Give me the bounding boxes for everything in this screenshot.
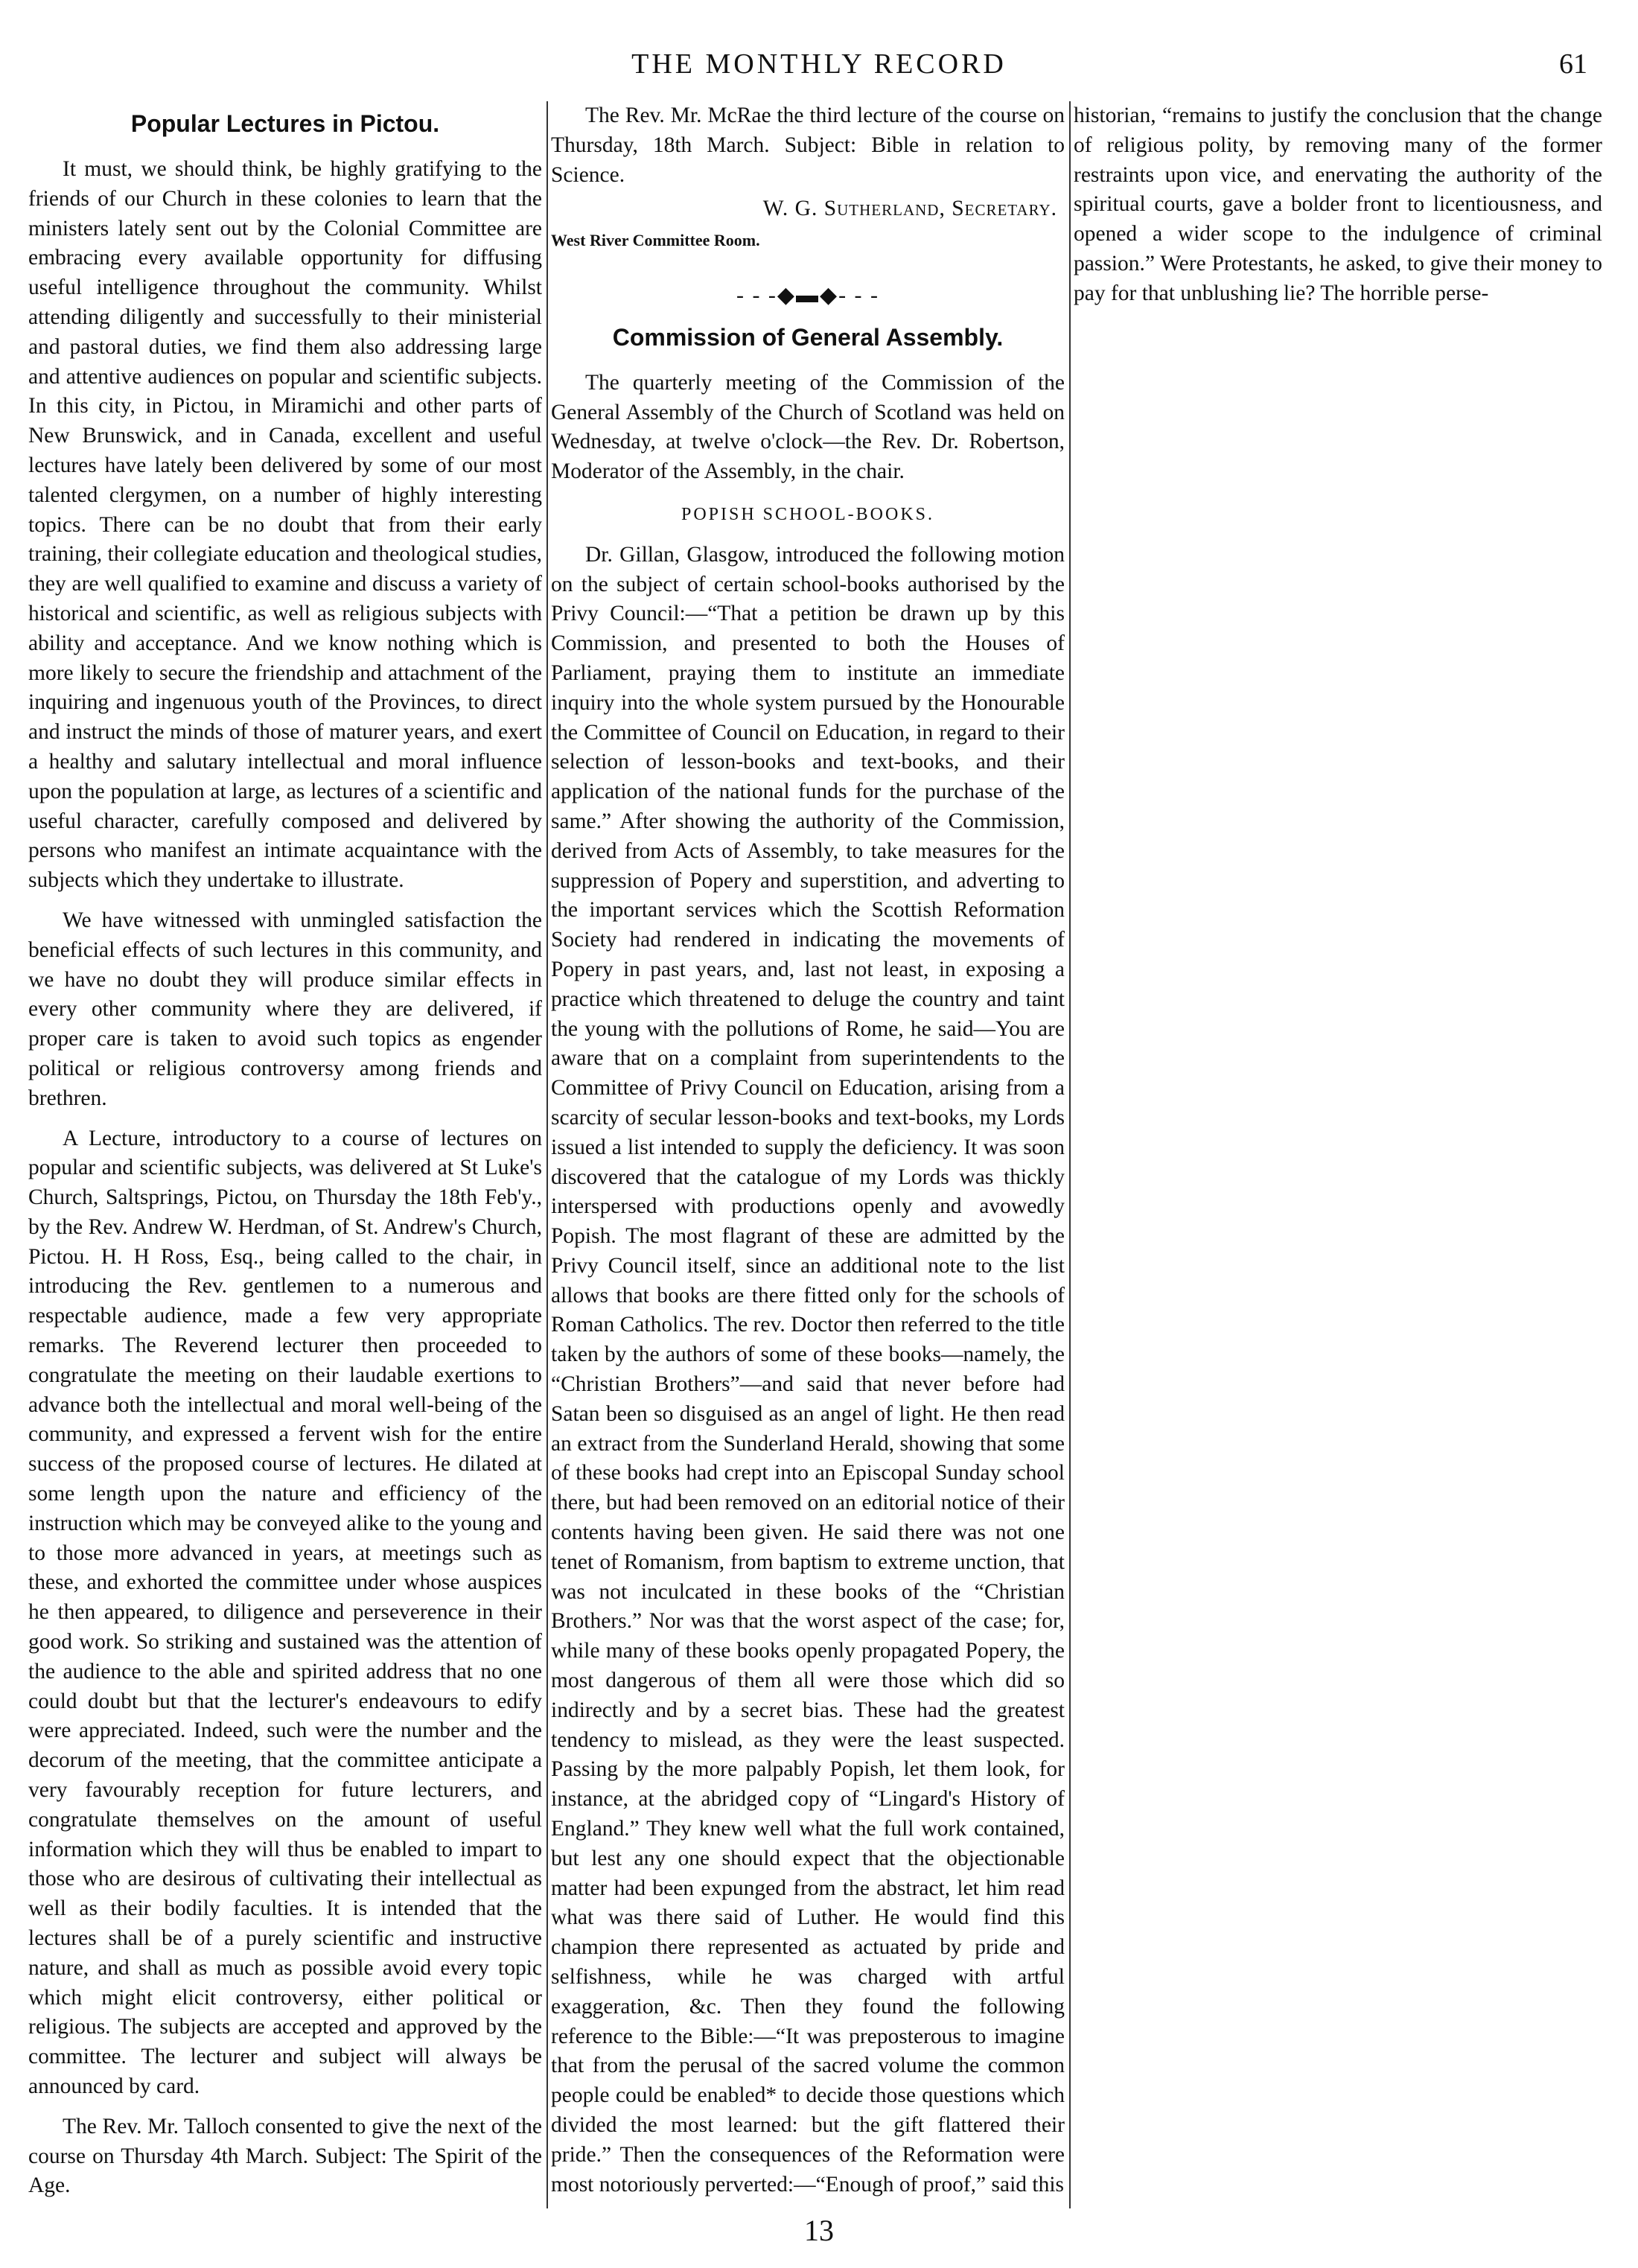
article-paragraph-continued: historian, “remains to justify the conclusion that the change of religious polity, by removing many of the former restraints upon vice, and enervating the authority of the spiritual courts, gave a bolder front to licentiousness, and opened a wider scope to the indulgence of criminal passion.” Were Protestants, he asked, to give their money to pay for that unblushing lie? The horrible perse- — [1074, 103, 1602, 305]
column-rule-left — [546, 101, 548, 2208]
article-title-commission: Commission of General Assembly. — [612, 323, 1004, 351]
article-paragraph-continued: The Rev. Mr. McRae the third lecture of the course on Thursday, 18th March. Subject: Bible in relation to Science. — [551, 103, 1065, 187]
article-paragraph: We have witnessed with unmingled satisfaction the beneficial effects of such lectures in this community, and we have no doubt they will produce similar effects in every other community where they are delivered, if proper care is taken to avoid such topics as engender political or religious controversy among friends and brethren. — [28, 908, 542, 1110]
secretary-signature: W. G. Sutherland, Secretary. — [762, 197, 1057, 221]
article-paragraph: Dr. Gillan, Glasgow, introduced the following motion on the subject of certain school-books authorised by the Privy Council:—“That a petition be drawn up by this Commission, and presented to both the Houses of Parliament, praying them to institute an immediate inquiry into the whole system pursued by the Honourable the Committee of Council on Education, in regard to their selection of lesson-books and text-books, and their application of the national funds for the purchase of the same.” After showing the authority of the Commission, derived from Acts of Assembly, to take measures for the suppression of Popery and superstition, and adverting to the important services which the Scottish Reformation Society had rendered in indicating the movements of Popery in past years, and, last not least, in exposing a practice which threatened to deluge the country and taint the young with the pollutions of Rome, he said—You are aware that on a complaint from superintendents to the Committee of Privy Council on Education, arising from a scarcity of secular lesson-books and text-books, my Lords issued a list intended to supply the deficiency. It was soon discovered that the catalogue of my Lords was thickly interspersed with productions openly and avowedly Popish. The most flagrant of these are admitted by the Privy Council itself, since an additional note to the list allows that books are there fitted only for the schools of Roman Catholics. The rev. Doctor then referred to the title taken by the authors of some of these books—namely, the “Christian Brothers”—and said that never before had Satan been so disguised as an angel of light. He then read an extract from the Sunderland Herald, showing that some of these books had crept into an Episcopal Sunday school there, but had been removed on an editorial notice of their contents having been given. He said there was not one tenet of Romanism, from baptism to extreme unction, that was not inculcated in these books of the “Christian Brothers.” Nor was that the worst aspect of the case; for, while many of these books openly propagated Popery, the most dangerous of them all were those which did so indirectly and by a secret bias. These had the greatest tendency to mislead, as they were the least suspected. Passing by the more palpably Popish, let them look, for instance, at the abridged copy of “Lingard's History of England.” They knew well what the full work contained, but lest any one should expect that the objectionable matter had been expunged from the abstract, let him read what was there said of Luther. He would find this champion there represented as actuated by pride and selfishness, while he was charged with artful exaggeration, &c. Then they found the following reference to the Bible:—“It was preposterous to imagine that from the perusal of the sacred volume the common people could be enabled* to decide those questions which divided the most learned: but the gift flattered their pride.” Then the consequences of the Reformation were most notoriously perverted:—“Enough of proof,” said this — [551, 542, 1065, 2197]
text-column-3 — [1074, 101, 1602, 2201]
section-divider-ornament: - - -◆▬◆- - - — [736, 282, 880, 308]
signature-folio: 13 — [804, 2214, 834, 2247]
article-paragraph: A Lecture, introductory to a course of lectures on popular and scientific subjects, was delivered at St Luke's Church, Saltsprings, Pictou, on Thursday the 18th Feb'y., by the Rev. Andrew W. Herdman, of St. Andrew's Church, Pictou. H. H Ross, Esq., being called to the chair, in introducing the Rev. gentlemen to a numerous and respectable audience, made a few very appropriate remarks. The Reverend lecturer then proceeded to congratulate the meeting on their laudable exertions to advance both the intellectual and moral well-being of the community, and expressed a fervent wish for the entire success of the proposed course of lectures. He dilated at some length upon the nature and efficiency of the instruction which may be conveyed alike to the young and to those more advanced in years, at meetings such as these, and exhorted the committee under whose auspices he then appeared, to diligence and perseverence in their good work. So striking and sustained was the attention of the audience to the able and spirited address that no one could doubt but that the lecturer's endeavours to edify were appreciated. Indeed, such were the number and the decorum of the meeting, that the committee anticipate a very favourably reception for future lecturers, and congratulate themselves on the amount of useful information which they will thus be enabled to impart to those who are desirous of cultivating their intellectual as well as their bodily faculties. It is intended that the lectures shall be of a purely scientific and instructive nature, and shall as much as possible avoid every topic which might elicit controversy, either political or religious. The subjects are accepted and approved by the committee. The lecturer and subject will always be announced by card. — [28, 1126, 542, 2098]
article-paragraph: It must, we should think, be highly gratifying to the friends of our Church in these colonies to learn that the ministers lately sent out by the Colonial Committee are embracing every available opportunity for diffusing useful intelligence throughout the community. Whilst attending diligently and successfully to their ministerial and pastoral duties, we find them also addressing large and attentive audiences on popular and scientific subjects. In this city, in Pictou, in Miramichi and other parts of New Brunswick, and in Canada, excellent and useful lectures have lately been delivered by some of our most talented clergymen, on a number of highly interesting topics. There can be no doubt that from their early training, their collegiate education and theological studies, they are well qualified to examine and discuss a variety of historical and scientific, as well as religious subjects with ability and acceptance. And we know nothing which is more likely to secure the friendship and attachment of the inquiring and ingenuous youth of the Provinces, to direct and instruct the minds of those of maturer years, and exert a healthy and salutary intellectual and moral influence upon the population at large, as lectures of a scientific and useful character, carefully composed and delivered by persons who manifest an intimate acquaintance with the subjects which they undertake to illustrate. — [28, 157, 542, 893]
subheading-popish-school-books: POPISH SCHOOL-BOOKS. — [681, 504, 935, 524]
column-rule-right — [1069, 101, 1071, 2208]
page-number: 61 — [1559, 48, 1587, 80]
text-column-2 — [551, 101, 1065, 2201]
article-paragraph: The quarterly meeting of the Commission of the General Assembly of the Church of Scotland was held on Wednesday, at twelve o'clock—the Rev. Dr. Robertson, Moderator of the Assembly, in the chair. — [551, 370, 1065, 484]
page-header — [0, 48, 1638, 85]
running-title: THE MONTHLY RECORD — [631, 48, 1007, 80]
article-title-popular-lectures: Popular Lectures in Pictou. — [130, 110, 440, 137]
committee-location: West River Committee Room. — [551, 231, 760, 250]
text-column-1 — [28, 101, 542, 2201]
article-paragraph: The Rev. Mr. Talloch consented to give the next of the course on Thursday 4th March. Subject: The Spirit of the Age. — [28, 2114, 542, 2198]
